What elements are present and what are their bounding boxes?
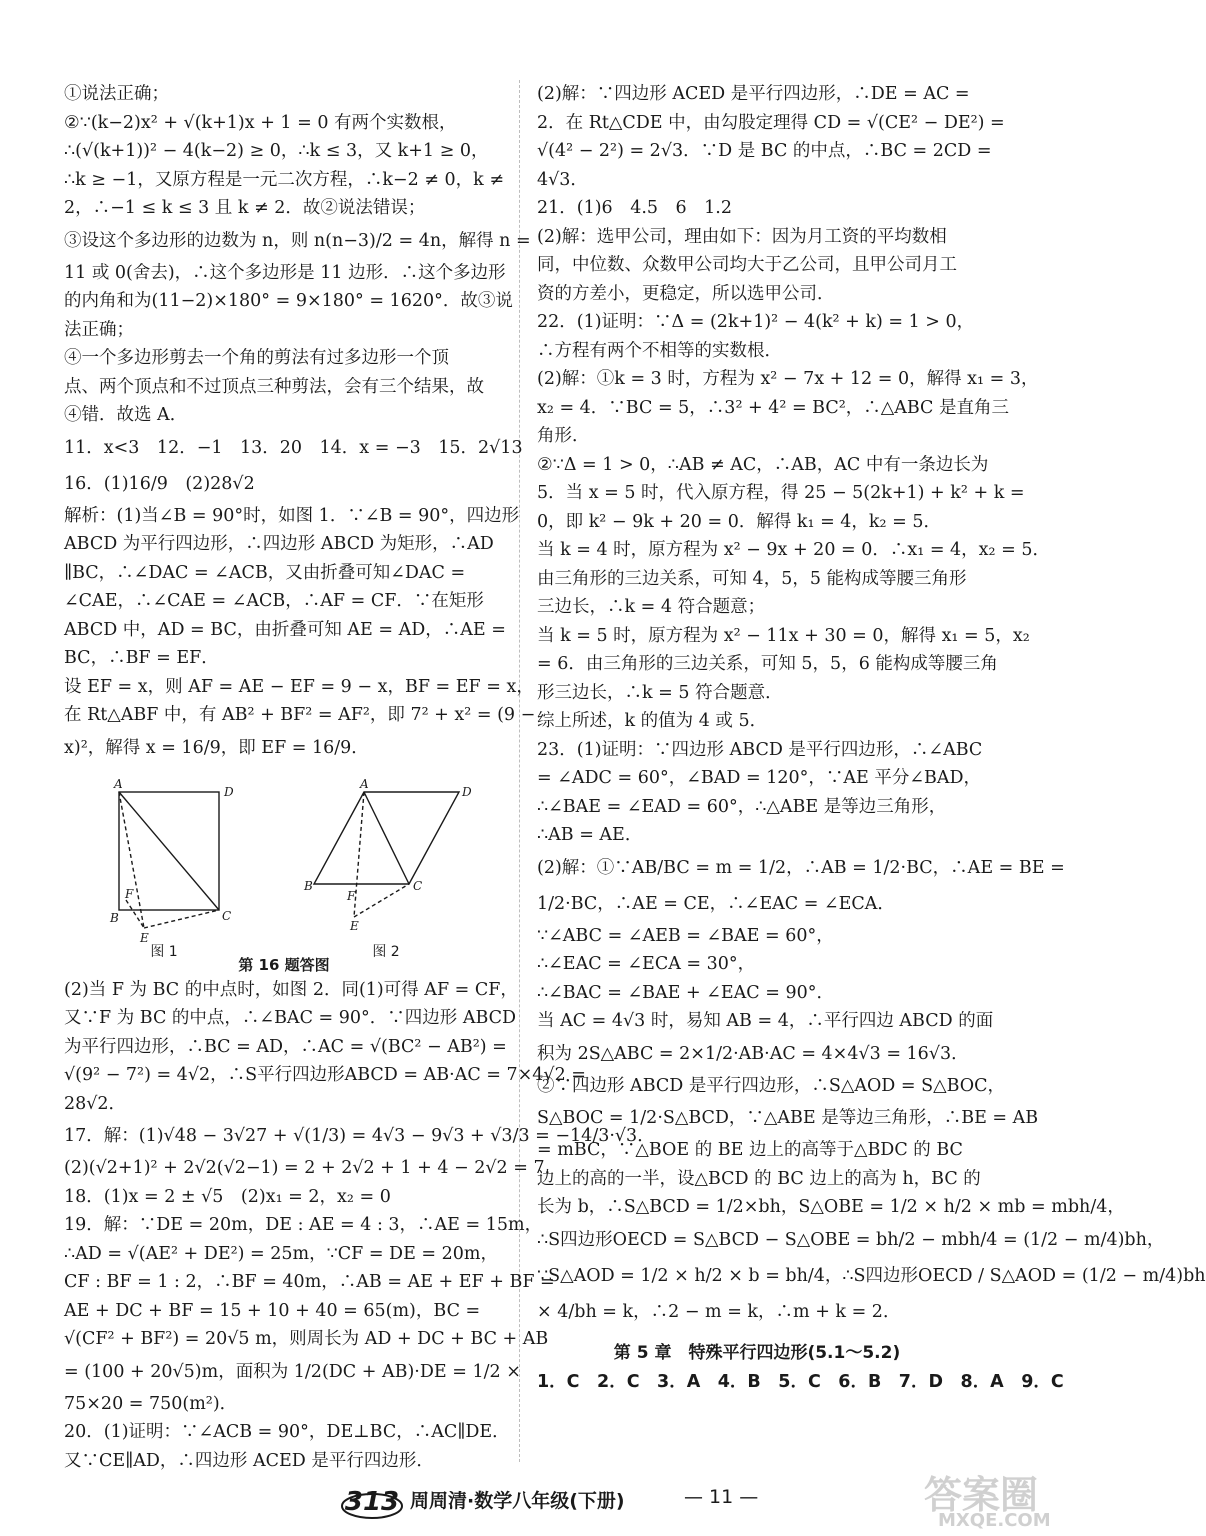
text-line: 23．(1)证明：∵四边形 ABCD 是平行四边形，∴∠ABC: [537, 739, 983, 760]
text-line: x₂ = 4．∵BC = 5，∴3² + 4² = BC²，∴△ABC 是直角三: [537, 397, 1010, 418]
text-line: √(4² − 2²) = 2√3．∵D 是 BC 的中点，∴BC = 2CD =: [537, 141, 992, 161]
text-line: 当 k = 4 时，原方程为 x² − 9x + 20 = 0．∴x₁ = 4，x₂ = 5．: [537, 540, 1050, 560]
text-line: ④错．故选 A．: [64, 405, 188, 425]
text-line: ②∵(k−2)x² + √(k+1)x + 1 = 0 有两个实数根，: [64, 112, 457, 133]
text-line: 又∵CE∥AD，∴四边形 ACED 是平行四边形．: [64, 1450, 434, 1471]
text-line: (2)解：∵四边形 ACED 是平行四边形，∴DE = AC =: [537, 84, 970, 104]
text-line: 5．当 x = 5 时，代入原方程，得 25 − 5(2k+1) + k² + k =: [537, 483, 1025, 503]
text-line: 2．在 Rt△CDE 中，由勾股定理得 CD = √(CE² − DE²) =: [537, 112, 1005, 133]
text-line: 1/2·BC，∴AE = CE，∴∠EAC = ∠ECA．: [537, 893, 895, 914]
text-line: 为平行四边形，∴BC = AD，∴AC = √(BC² − AB²) =: [64, 1036, 507, 1057]
text-line: 18．(1)x = 2 ± √5 (2)x₁ = 2，x₂ = 0: [64, 1186, 391, 1207]
text-line: 三边长，∴k = 4 符合题意；: [537, 597, 766, 617]
text-line: ∴∠BAC = ∠BAE + ∠EAC = 90°．: [537, 982, 834, 1003]
text-line: 同，中位数、众数甲公司均大于乙公司，且甲公司月工: [537, 255, 957, 275]
text-line: 11 或 0(舍去)，∴这个多边形是 11 边形．∴这个多边形: [64, 262, 506, 283]
text-line: x)²，解得 x = 16/9，即 EF = 16/9．: [64, 737, 369, 758]
text-line: 法正确；: [64, 319, 134, 340]
text-line: ABCD 为平行四边形，∴四边形 ABCD 为矩形，∴AD: [64, 534, 494, 554]
column-divider: [519, 80, 520, 1462]
text-line: 又∵F 为 BC 的中点，∴∠BAC = 90°．∵四边形 ABCD: [64, 1008, 517, 1028]
text-line: (2)(√2+1)² + 2√2(√2−1) = 2 + 2√2 + 1 + 4 − 2√2 = 7．: [64, 1158, 563, 1178]
text-line: ∴S四边形OECD = S△BCD − S△OBE = bh/2 − mbh/4 = (1/2 − m/4)bh，: [537, 1229, 1165, 1250]
text-line: 长为 b，∴S△BCD = 1/2×bh，S△OBE = 1/2 × h/2 × mb = mbh/4，: [537, 1197, 1125, 1217]
text-line: ∠CAE，∴∠CAE = ∠ACB，∴AF = CF．∵在矩形: [64, 591, 484, 611]
figure-2-shape: [314, 792, 459, 917]
figure-title: 第 16 题答图: [238, 955, 330, 974]
label-D: D: [462, 784, 472, 799]
text-line: 17．解：(1)√48 − 3√27 + √(1/3) = 4√3 − 9√3 + √3/3 = −14/3·√3．: [64, 1126, 655, 1146]
text-line: (2)解：①k = 3 时，方程为 x² − 7x + 12 = 0，解得 x₁ = 3，: [537, 369, 1039, 389]
answer-line: 11．x<3 12．−1 13．20 14．x = −3 15．2√13: [64, 437, 523, 458]
text-line: 形三边长，∴k = 5 符合题意．: [537, 682, 783, 703]
text-line: ∵S△AOD = 1/2 × h/2 × b = bh/4，∴S四边形OECD / S△AOD = (1/2 − m/4)bh: [537, 1265, 1206, 1286]
figure-1-caption: 图 1: [150, 943, 178, 960]
text-line: ④一个多边形剪去一个角的剪法有过多边形一个顶: [64, 348, 449, 368]
text-line: 的内角和为(11−2)×180° = 9×180° = 1620°．故③说: [64, 291, 513, 311]
text-line: 2，∴−1 ≤ k ≤ 3 且 k ≠ 2．故②说法错误；: [64, 198, 426, 218]
text-line: 0，即 k² − 9k + 20 = 0．解得 k₁ = 4，k₂ = 5．: [537, 511, 941, 532]
text-line: ∴∠EAC = ∠ECA = 30°，: [537, 954, 756, 974]
text-line: 点、两个顶点和不过顶点三种剪法，会有三个结果，故: [64, 376, 484, 397]
figure-16-diagram: [64, 772, 504, 960]
text-line: 在 Rt△ABF 中，有 AB² + BF² = AF²，即 7² + x² = (9 −: [64, 705, 536, 725]
text-line: 22．(1)证明：∵Δ = (2k+1)² − 4(k² + k) = 1 > 0，: [537, 312, 975, 332]
text-line: ∵∠ABC = ∠AEB = ∠BAE = 60°，: [537, 925, 834, 946]
text-line: × 4/bh = k，∴2 − m = k，∴m + k = 2．: [537, 1301, 901, 1322]
text-line: ∴方程有两个不相等的实数根．: [537, 340, 782, 361]
text-line: = (100 + 20√5)m，面积为 1/2(DC + AB)·DE = 1/2 ×: [64, 1361, 521, 1382]
text-line: √(CF² + BF²) = 20√5 m，则周长为 AD + DC + BC + AB: [64, 1329, 549, 1349]
brand-logo-text: 313: [344, 1487, 400, 1517]
text-line: 19．解：∵DE = 20m，DE : AE = 4 : 3，∴AE = 15m，: [64, 1215, 543, 1235]
text-line: 20．(1)证明：∵∠ACB = 90°，DE⊥BC，∴AC∥DE．: [64, 1422, 510, 1442]
page-number: — 11 —: [684, 1486, 759, 1508]
text-line: CF : BF = 1 : 2，∴BF = 40m，∴AB = AE + EF + BF =: [64, 1272, 555, 1292]
text-line: = mBC，∵△BOE 的 BE 边上的高等于△BDC 的 BC: [537, 1140, 963, 1160]
chapter-title: 第 5 章 特殊平行四边形(5.1～5.2): [613, 1342, 901, 1363]
figure-2-caption: 图 2: [372, 943, 400, 960]
watermark-title: 答案圈: [924, 1473, 1039, 1517]
right-column: [537, 80, 1206, 1396]
label-E: E: [140, 930, 149, 945]
text-line: = ∠ADC = 60°，∠BAD = 120°，∵AE 平分∠BAD，: [537, 768, 982, 788]
text-line: S△BOC = 1/2·S△BCD，∵△ABE 是等边三角形，∴BE = AB: [537, 1108, 1039, 1128]
text-line: 积为 2S△ABC = 2×1/2·AB·AC = 4×4√3 = 16√3．: [537, 1043, 969, 1064]
label-D: D: [224, 784, 234, 799]
text-line: 资的方差小，更稳定，所以选甲公司．: [537, 283, 835, 304]
text-line: ②∵Δ = 1 > 0，∴AB ≠ AC，∴AB，AC 中有一条边长为: [537, 454, 989, 475]
text-line: (2)当 F 为 BC 的中点时，如图 2．同(1)可得 AF = CF，: [64, 979, 518, 1000]
chapter-answers: 1．C 2．C 3．A 4．B 5．C 6．B 7．D 8．A 9．C: [537, 1371, 1064, 1392]
text-line: AE + DC + BF = 15 + 10 + 40 = 65(m)，BC =: [64, 1300, 481, 1321]
text-line: 角形．: [537, 426, 590, 446]
label-B: B: [110, 910, 119, 925]
label-F: F: [125, 886, 134, 901]
text-line: 边上的高的一半，设△BCD 的 BC 边上的高为 h，BC 的: [537, 1168, 981, 1189]
text-line: ∥BC，∴∠DAC = ∠ACB，又由折叠可知∠DAC =: [64, 562, 466, 583]
text-line: ∴(√(k+1))² − 4(k−2) ≥ 0，∴k ≤ 3，又 k+1 ≥ 0，: [64, 141, 489, 161]
label-C: C: [413, 878, 423, 893]
text-line: 当 AC = 4√3 时，易知 AB = 4，∴平行四边 ABCD 的面: [537, 1011, 994, 1031]
figure-1-shape: [119, 792, 219, 928]
text-line: (2)解：①∵AB/BC = m = 1/2，∴AB = 1/2·BC，∴AE = BE =: [537, 857, 1065, 878]
text-line: = 6．由三角形的三边关系，可知 5，5，6 能构成等腰三角: [537, 654, 998, 674]
text-line: ∴AD = √(AE² + DE²) = 25m，∵CF = DE = 20m，: [64, 1243, 498, 1264]
text-line: 综上所述，k 的值为 4 或 5．: [537, 711, 768, 731]
text-line: ①说法正确；: [64, 84, 169, 104]
text-line: (2)解：选甲公司，理由如下：因为月工资的平均数相: [537, 226, 947, 247]
answer-line: 16．(1)16/9 (2)28√2: [64, 473, 255, 494]
brand-logo-icon: [337, 1476, 407, 1526]
text-line: ∴k ≥ −1，又原方程是一元二次方程，∴k−2 ≠ 0，k ≠: [64, 169, 504, 190]
text-line: 4√3．: [537, 169, 588, 190]
label-B: B: [304, 878, 313, 893]
text-line: 设 EF = x，则 AF = AE − EF = 9 − x，BF = EF = x，: [64, 676, 534, 697]
text-line: ∴AB = AE．: [537, 825, 643, 845]
text-line: ABCD 中，AD = BC，由折叠可知 AE = AD，∴AE =: [64, 619, 506, 640]
watermark: [918, 1462, 1088, 1532]
label-C: C: [222, 908, 232, 923]
label-F: F: [347, 888, 356, 903]
text-line: 解析：(1)当∠B = 90°时，如图 1．∵∠B = 90°，四边形: [64, 505, 520, 526]
text-line: √(9² − 7²) = 4√2，∴S平行四边形ABCD = AB·AC = 7×4√2 =: [64, 1065, 586, 1085]
label-E: E: [350, 918, 359, 933]
text-line: ②∵四边形 ABCD 是平行四边形，∴S△AOD = S△BOC，: [537, 1075, 1005, 1096]
text-line: ③设这个多边形的边数为 n，则 n(n−3)/2 = 4n，解得 n =: [64, 230, 531, 251]
text-line: 由三角形的三边关系，可知 4，5，5 能构成等腰三角形: [537, 568, 967, 589]
watermark-url: MXQE.COM: [938, 1510, 1051, 1531]
text-line: BC，∴BF = EF．: [64, 648, 219, 668]
figure-16: [64, 772, 504, 960]
book-title: 周周清·数学八年级(下册): [410, 1490, 625, 1512]
text-line: 75×20 = 750(m²)．: [64, 1393, 238, 1414]
label-A: A: [360, 776, 369, 791]
text-line: 当 k = 5 时，原方程为 x² − 11x + 30 = 0，解得 x₁ = 5，x₂: [537, 625, 1030, 646]
label-A: A: [114, 776, 123, 791]
text-line: ∴∠BAE = ∠EAD = 60°，∴△ABE 是等边三角形，: [537, 796, 947, 817]
answer-line: 21．(1)6 4.5 6 1.2: [537, 198, 732, 218]
text-line: 28√2．: [64, 1093, 127, 1114]
brand-logo: [337, 1476, 407, 1526]
